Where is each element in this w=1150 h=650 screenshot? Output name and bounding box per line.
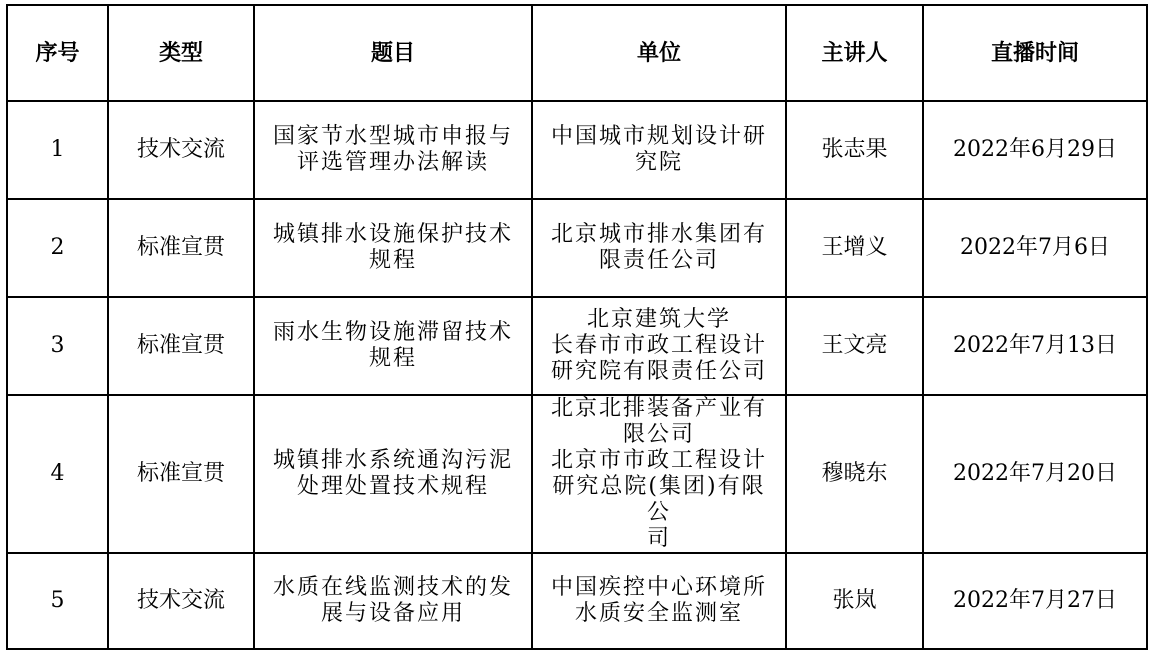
unit-line: 北京市市政工程设计 (550, 448, 767, 473)
row-time: 2022年7月27日 (923, 553, 1147, 649)
table-row (7, 101, 1147, 199)
unit-line: 长春市市政工程设计 (550, 333, 767, 358)
title-line: 规程 (368, 248, 417, 273)
table-row (7, 395, 1147, 553)
row-time: 2022年6月29日 (923, 101, 1147, 199)
row-time: 2022年7月6日 (923, 199, 1147, 297)
header-time: 直播时间 (923, 5, 1147, 101)
header-type: 类型 (108, 5, 254, 101)
unit-line: 北京北排装备产业有 (550, 396, 767, 421)
row-speaker: 穆晓东 (786, 395, 923, 553)
row-type: 标准宣贯 (108, 395, 254, 553)
row-title (254, 297, 532, 395)
header-speaker: 主讲人 (786, 5, 923, 101)
title-line: 评选管理办法解读 (296, 150, 489, 175)
unit-line: 北京城市排水集团有 (550, 222, 767, 247)
row-unit (532, 395, 786, 553)
header-unit: 单位 (532, 5, 786, 101)
unit-line: 究院 (634, 150, 683, 175)
row-speaker: 王文亮 (786, 297, 923, 395)
table-row (7, 553, 1147, 649)
row-index: 4 (7, 395, 108, 553)
row-unit (532, 199, 786, 297)
unit-line: 限责任公司 (598, 248, 719, 273)
title-line: 处理处置技术规程 (296, 474, 489, 499)
table-row (7, 297, 1147, 395)
row-index: 5 (7, 553, 108, 649)
row-title (254, 395, 532, 553)
title-line: 水质在线监测技术的发 (272, 575, 513, 600)
row-title (254, 199, 532, 297)
row-title (254, 553, 532, 649)
title-line: 城镇排水系统通沟污泥 (272, 448, 513, 473)
row-time: 2022年7月13日 (923, 297, 1147, 395)
title-line: 城镇排水设施保护技术 (272, 222, 513, 247)
unit-line: 北京建筑大学 (586, 307, 731, 332)
unit-line: 研究院有限责任公司 (550, 359, 767, 384)
row-type: 技术交流 (108, 101, 254, 199)
row-unit (532, 297, 786, 395)
header-row (7, 5, 1147, 101)
row-index: 1 (7, 101, 108, 199)
schedule-table (6, 4, 1148, 650)
title-line: 雨水生物设施滞留技术 (272, 320, 513, 345)
unit-line: 水质安全监测室 (574, 601, 743, 626)
row-index: 3 (7, 297, 108, 395)
row-type: 技术交流 (108, 553, 254, 649)
row-type: 标准宣贯 (108, 297, 254, 395)
row-title (254, 101, 532, 199)
row-unit (532, 553, 786, 649)
title-line: 展与设备应用 (320, 601, 465, 626)
row-speaker: 王增义 (786, 199, 923, 297)
unit-line: 司 (646, 526, 671, 551)
unit-line: 中国疾控中心环境所 (550, 575, 767, 600)
title-line: 国家节水型城市申报与 (272, 124, 513, 149)
header-index: 序号 (7, 5, 108, 101)
row-speaker: 张志果 (786, 101, 923, 199)
unit-line: 研究总院(集团)有限公 (552, 474, 766, 525)
header-title: 题目 (254, 5, 532, 101)
row-index: 2 (7, 199, 108, 297)
row-unit (532, 101, 786, 199)
row-time: 2022年7月20日 (923, 395, 1147, 553)
row-speaker: 张岚 (786, 553, 923, 649)
row-type: 标准宣贯 (108, 199, 254, 297)
table-row (7, 199, 1147, 297)
title-line: 规程 (368, 346, 417, 371)
unit-line: 限公司 (622, 422, 695, 447)
unit-line: 中国城市规划设计研 (550, 124, 767, 149)
